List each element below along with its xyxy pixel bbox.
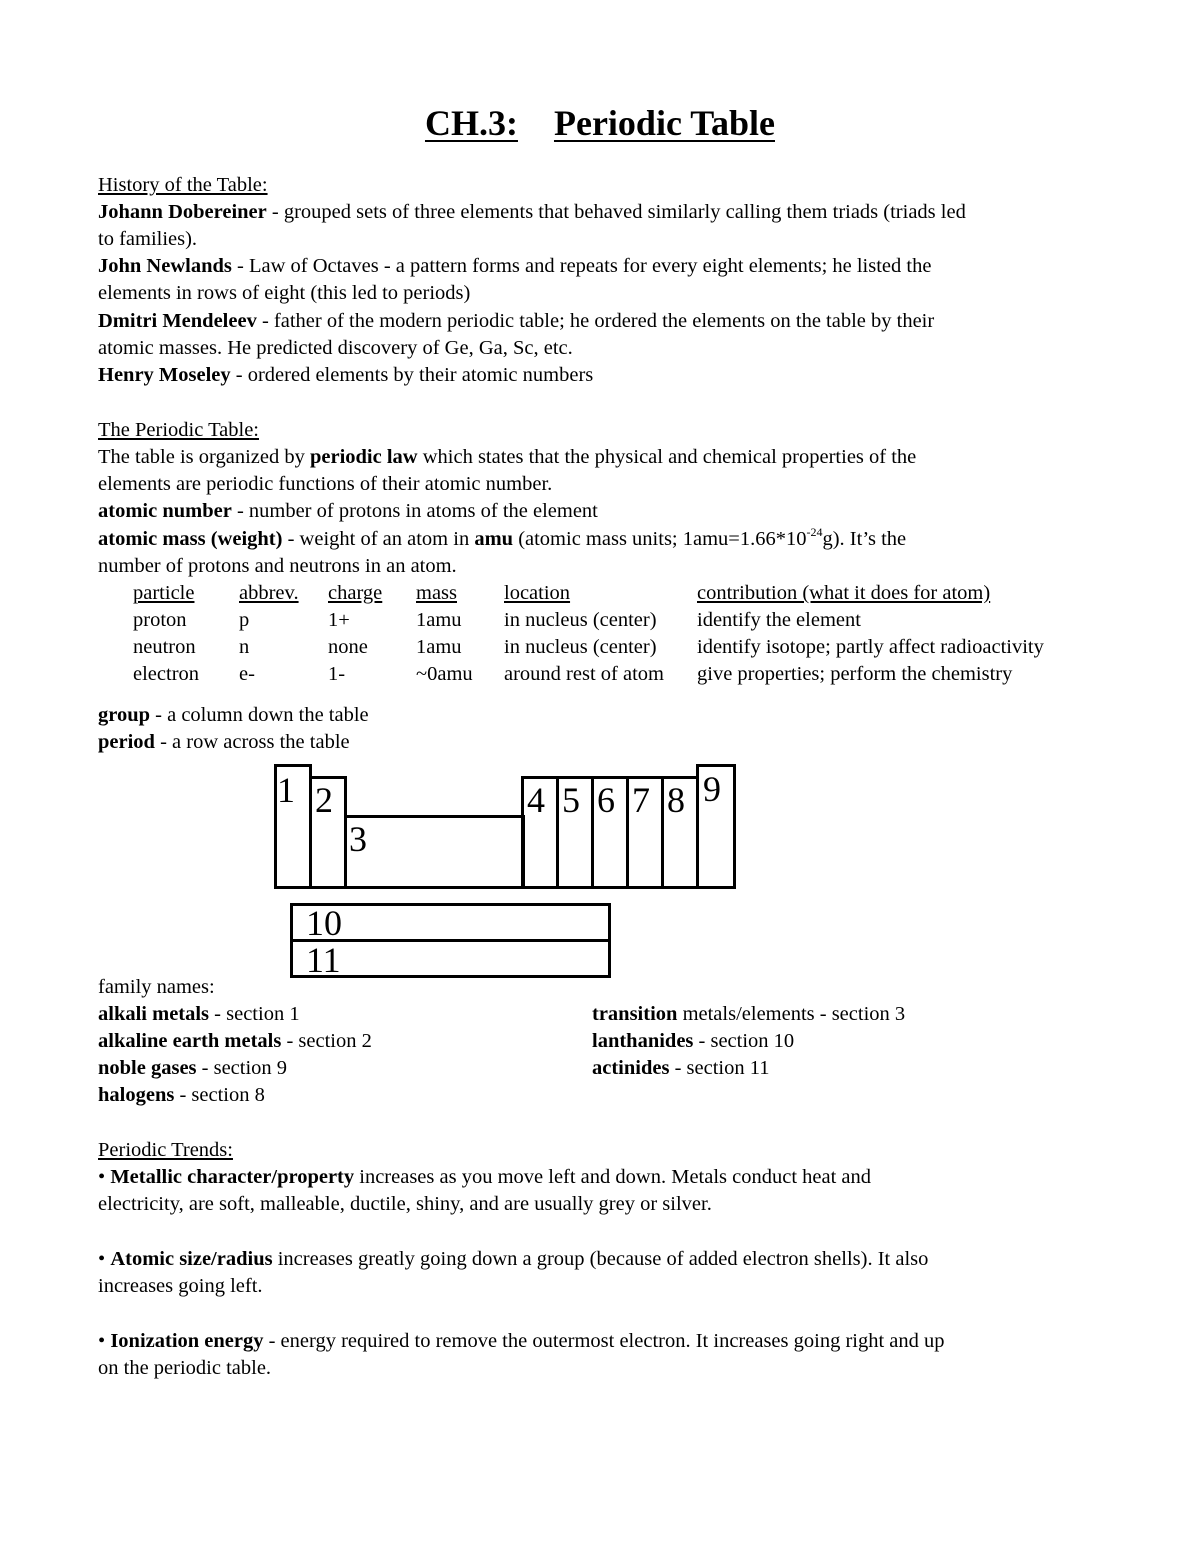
periodic-law-line: The table is organized by periodic law which states that the physical and chemical properties of the [98, 446, 917, 468]
table-cell: p [239, 609, 250, 631]
page-title [0, 100, 1200, 146]
periodic-law-continuation: elements are periodic functions of their atomic number. [98, 473, 553, 495]
table-cell: identify isotope; partly affect radioactivity [697, 636, 1044, 658]
section-number: 2 [315, 780, 333, 820]
group-definition: group - a column down the table [98, 704, 369, 726]
topic-label: Periodic Table [553, 103, 775, 143]
table-cell: identify the element [697, 609, 861, 631]
trend-item: • Ionization energy - energy required to remove the outermost electron. It increases going right and up [98, 1330, 945, 1352]
section-number: 5 [562, 780, 580, 820]
history-entry: Henry Moseley - ordered elements by their atomic numbers [98, 364, 594, 386]
trend-item: • Atomic size/radius increases greatly going down a group (because of added electron shells). It also [98, 1248, 929, 1270]
section-box [344, 815, 525, 889]
bullet-icon: • [98, 1166, 106, 1188]
history-entry: Dmitri Mendeleev - father of the modern periodic table; he ordered the elements on the table by their [98, 310, 935, 332]
family-item: noble gases - section 9 [98, 1057, 288, 1079]
table-cell: neutron [133, 636, 196, 658]
table-cell: 1+ [328, 609, 350, 631]
section-number: 9 [703, 769, 721, 809]
family-names-heading: family names: [98, 976, 215, 998]
family-item: actinides - section 11 [592, 1057, 770, 1079]
family-item: transition metals/elements - section 3 [592, 1003, 906, 1025]
periodic-table-heading: The Periodic Table: [98, 419, 259, 441]
table-cell: proton [133, 609, 187, 631]
periodic-law-term: periodic law [309, 446, 418, 468]
trend-item-continuation: increases going left. [98, 1275, 263, 1297]
history-entry-continuation: atomic masses. He predicted discovery of Ge, Ga, Sc, etc. [98, 337, 573, 359]
family-item: lanthanides - section 10 [592, 1030, 795, 1052]
history-entry-continuation: to families). [98, 228, 198, 250]
column-header: charge [328, 582, 383, 604]
section-number: 10 [306, 903, 342, 943]
column-header: location [504, 582, 571, 604]
section-number: 4 [527, 780, 545, 820]
table-cell: 1amu [416, 636, 462, 658]
table-cell: in nucleus (center) [504, 636, 657, 658]
atomic-mass-continuation: number of protons and neutrons in an atom. [98, 555, 457, 577]
atomic-number-definition: atomic number - number of protons in atoms of the element [98, 500, 598, 522]
trend-item-continuation: on the periodic table. [98, 1357, 272, 1379]
section-number: 11 [306, 940, 341, 980]
section-number: 3 [349, 819, 367, 859]
table-cell: give properties; perform the chemistry [697, 663, 1013, 685]
table-cell: 1amu [416, 609, 462, 631]
history-entry: John Newlands - Law of Octaves - a pattern forms and repeats for every eight elements; he listed the [98, 255, 932, 277]
section-number: 1 [277, 770, 295, 810]
table-cell: 1- [328, 663, 346, 685]
history-entry-continuation: elements in rows of eight (this led to periods) [98, 282, 471, 304]
bullet-icon: • [98, 1330, 106, 1352]
table-cell: in nucleus (center) [504, 609, 657, 631]
column-header: particle [133, 582, 195, 604]
table-cell: none [328, 636, 368, 658]
chapter-label: CH.3: [424, 103, 518, 143]
section-number: 7 [632, 780, 650, 820]
trend-item-continuation: electricity, are soft, malleable, ductile, shiny, and are usually grey or silver. [98, 1193, 712, 1215]
family-item: alkali metals - section 1 [98, 1003, 300, 1025]
column-header: mass [416, 582, 457, 604]
table-cell: electron [133, 663, 200, 685]
table-cell: n [239, 636, 250, 658]
bullet-icon: • [98, 1248, 106, 1270]
scientist-name: Dmitri Mendeleev [98, 310, 257, 332]
section-number: 8 [667, 780, 685, 820]
history-heading: History of the Table: [98, 174, 268, 196]
table-cell: e- [239, 663, 255, 685]
family-item: halogens - section 8 [98, 1084, 265, 1106]
periodic-trends-heading: Periodic Trends: [98, 1139, 233, 1161]
scientist-name: John Newlands [98, 255, 232, 277]
table-cell: around rest of atom [504, 663, 664, 685]
scientist-name: Johann Dobereiner [98, 201, 267, 223]
atomic-mass-definition: atomic mass (weight) - weight of an atom in amu (atomic mass units; $1amu=1.66*10^{-24}g$). It’s the [98, 525, 907, 550]
section-number: 6 [597, 780, 615, 820]
table-cell: ~0amu [416, 663, 473, 685]
trend-item: • Metallic character/property increases as you move left and down. Metals conduct heat and [98, 1166, 872, 1188]
column-header: abbrev. [239, 582, 299, 604]
scientist-name: Henry Moseley [98, 364, 231, 386]
family-item: alkaline earth metals - section 2 [98, 1030, 372, 1052]
column-header: contribution (what it does for atom) [697, 582, 991, 604]
period-definition: period - a row across the table [98, 731, 350, 753]
history-entry: Johann Dobereiner - grouped sets of three elements that behaved similarly calling them triads (triads led [98, 201, 966, 223]
